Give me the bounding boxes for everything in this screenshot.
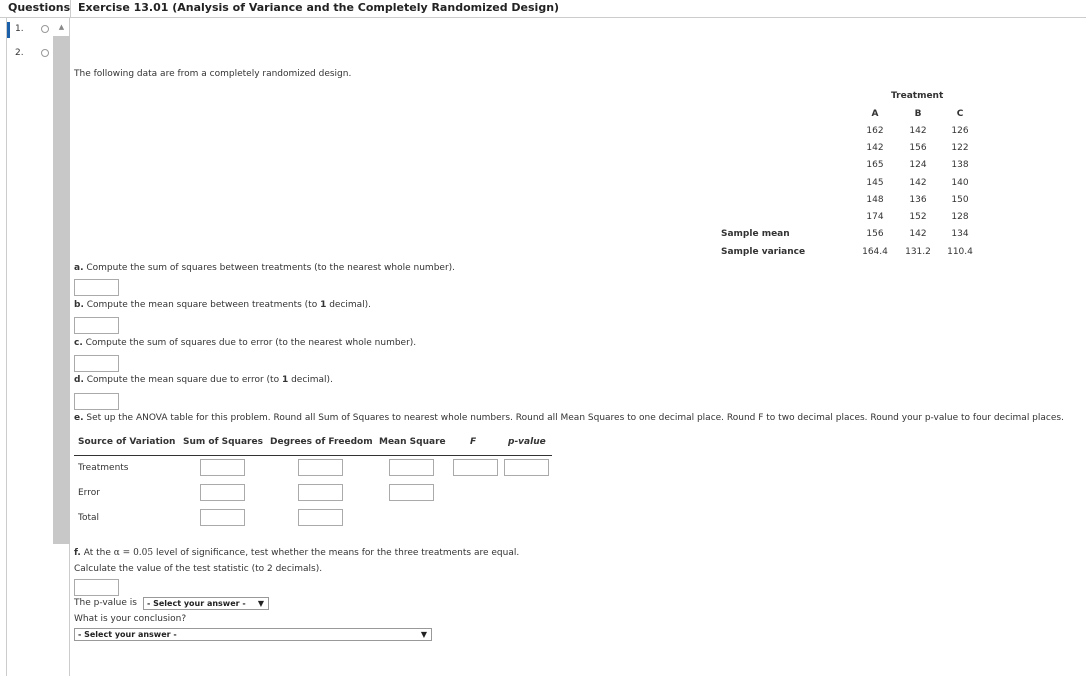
- error-ms-input[interactable]: [389, 484, 434, 501]
- decimal-count: 1: [320, 300, 327, 310]
- anova-header-ms: Mean Square: [379, 437, 446, 447]
- question-letter: d.: [74, 375, 84, 385]
- question-text: At the: [80, 548, 114, 558]
- chevron-down-icon: ▼: [420, 630, 427, 639]
- question-number: 1.: [15, 24, 24, 34]
- table-cell: 136: [909, 195, 927, 205]
- scroll-up-icon[interactable]: ▲: [58, 23, 65, 31]
- anova-header-ss: Sum of Squares: [183, 437, 263, 447]
- sample-variance-c: 110.4: [947, 247, 973, 257]
- question-f: [74, 548, 519, 558]
- column-header-a: A: [871, 109, 879, 119]
- treatments-f-input[interactable]: [453, 459, 498, 476]
- page-title: Exercise 13.01 (Analysis of Variance and the Completely Randomized Design): [78, 1, 560, 14]
- treatments-ss-input[interactable]: [200, 459, 245, 476]
- conclusion-select-value: - Select your answer -: [78, 630, 177, 639]
- question-a: [74, 263, 455, 273]
- question-text: Compute the sum of squares between treatments (to the nearest whole number).: [83, 263, 456, 273]
- top-bar: [0, 0, 1086, 18]
- answer-c-input[interactable]: [74, 355, 119, 372]
- question-text: Set up the ANOVA table for this problem. Round all Sum of Squares to nearest whole numbers. Round all Mean Squares to one decimal place. Round F to two decimal places. Round your p-value to four decimal places.: [83, 413, 1064, 423]
- question-c: [74, 338, 416, 348]
- question-letter: b.: [74, 300, 84, 310]
- question-sidebar: [6, 18, 70, 676]
- table-cell: 150: [951, 195, 969, 205]
- anova-header-f: F: [470, 437, 477, 447]
- question-text: decimal).: [288, 375, 333, 385]
- anova-header-df: Degrees of Freedom: [270, 437, 373, 447]
- question-d: [74, 375, 333, 385]
- question-text: Compute the mean square between treatments (to: [83, 300, 321, 310]
- table-cell: 138: [951, 160, 969, 170]
- sample-variance-b: 131.2: [905, 247, 931, 257]
- anova-row-treatments: Treatments: [78, 463, 129, 473]
- table-cell: 142: [909, 178, 927, 188]
- question-e: [74, 413, 1064, 423]
- answer-d-input[interactable]: [74, 393, 119, 410]
- question-text: decimal).: [326, 300, 372, 310]
- question-text: Compute the mean square due to error (to: [83, 375, 282, 385]
- question-letter: c.: [74, 338, 83, 348]
- pvalue-label: The p-value is: [74, 598, 137, 608]
- table-cell: 148: [866, 195, 884, 205]
- questions-label: Questions: [8, 1, 71, 14]
- table-cell: 174: [866, 212, 884, 222]
- treatments-ms-input[interactable]: [389, 459, 434, 476]
- table-cell: 162: [866, 126, 884, 136]
- anova-header-source: Source of Variation: [78, 437, 176, 447]
- sample-variance-a: 164.4: [862, 247, 888, 257]
- table-cell: 126: [951, 126, 969, 136]
- question-item-2[interactable]: [7, 44, 53, 62]
- question-letter: a.: [74, 263, 84, 273]
- question-letter: e.: [74, 413, 84, 423]
- error-ss-input[interactable]: [200, 484, 245, 501]
- decimal-count: 1: [281, 375, 289, 385]
- treatment-header: Treatment: [891, 91, 944, 101]
- table-cell: 124: [909, 160, 927, 170]
- answer-a-input[interactable]: [74, 279, 119, 296]
- pvalue-select-value: - Select your answer -: [147, 599, 246, 608]
- question-item-1[interactable]: [7, 20, 53, 38]
- question-text: level of significance, test whether the means for the three treatments are equal.: [153, 548, 520, 558]
- table-cell: 140: [951, 178, 969, 188]
- treatments-pvalue-input[interactable]: [504, 459, 549, 476]
- sample-mean-b: 142: [909, 229, 927, 239]
- sample-variance-label: Sample variance: [721, 247, 806, 257]
- column-header-b: B: [914, 109, 922, 119]
- column-header-c: C: [956, 109, 964, 119]
- intro-text: The following data are from a completely randomized design.: [74, 69, 352, 79]
- pvalue-select[interactable]: [143, 597, 269, 610]
- question-b: [74, 300, 371, 310]
- anova-row-error: Error: [78, 488, 100, 498]
- question-text: Compute the sum of squares due to error (to the nearest whole number).: [82, 338, 417, 348]
- conclusion-label: What is your conclusion?: [74, 614, 187, 624]
- status-circle-icon: [41, 49, 49, 57]
- question-letter: f.: [74, 548, 81, 558]
- error-df-input[interactable]: [298, 484, 343, 501]
- sample-mean-a: 156: [866, 229, 884, 239]
- calc-statistic-text: Calculate the value of the test statistic (to 2 decimals).: [74, 564, 323, 574]
- divider: [70, 0, 71, 18]
- active-indicator: [7, 22, 10, 38]
- question-number: 2.: [15, 48, 24, 58]
- table-cell: 165: [866, 160, 884, 170]
- scrollbar[interactable]: [53, 36, 70, 544]
- total-ss-input[interactable]: [200, 509, 245, 526]
- anova-header-rule: [74, 455, 552, 456]
- table-cell: 152: [909, 212, 927, 222]
- table-cell: 145: [866, 178, 884, 188]
- treatments-df-input[interactable]: [298, 459, 343, 476]
- anova-header-pvalue: p-value: [508, 437, 546, 447]
- table-cell: 156: [909, 143, 927, 153]
- conclusion-select[interactable]: [74, 628, 432, 641]
- chevron-down-icon: ▼: [257, 599, 264, 608]
- table-cell: 128: [951, 212, 969, 222]
- sample-mean-c: 134: [951, 229, 969, 239]
- total-df-input[interactable]: [298, 509, 343, 526]
- table-cell: 122: [951, 143, 969, 153]
- test-statistic-input[interactable]: [74, 579, 119, 596]
- sample-mean-label: Sample mean: [721, 229, 790, 239]
- table-cell: 142: [909, 126, 927, 136]
- answer-b-input[interactable]: [74, 317, 119, 334]
- anova-row-total: Total: [78, 513, 100, 523]
- alpha-value: α = 0.05: [113, 548, 154, 558]
- status-circle-icon: [41, 25, 49, 33]
- table-cell: 142: [866, 143, 884, 153]
